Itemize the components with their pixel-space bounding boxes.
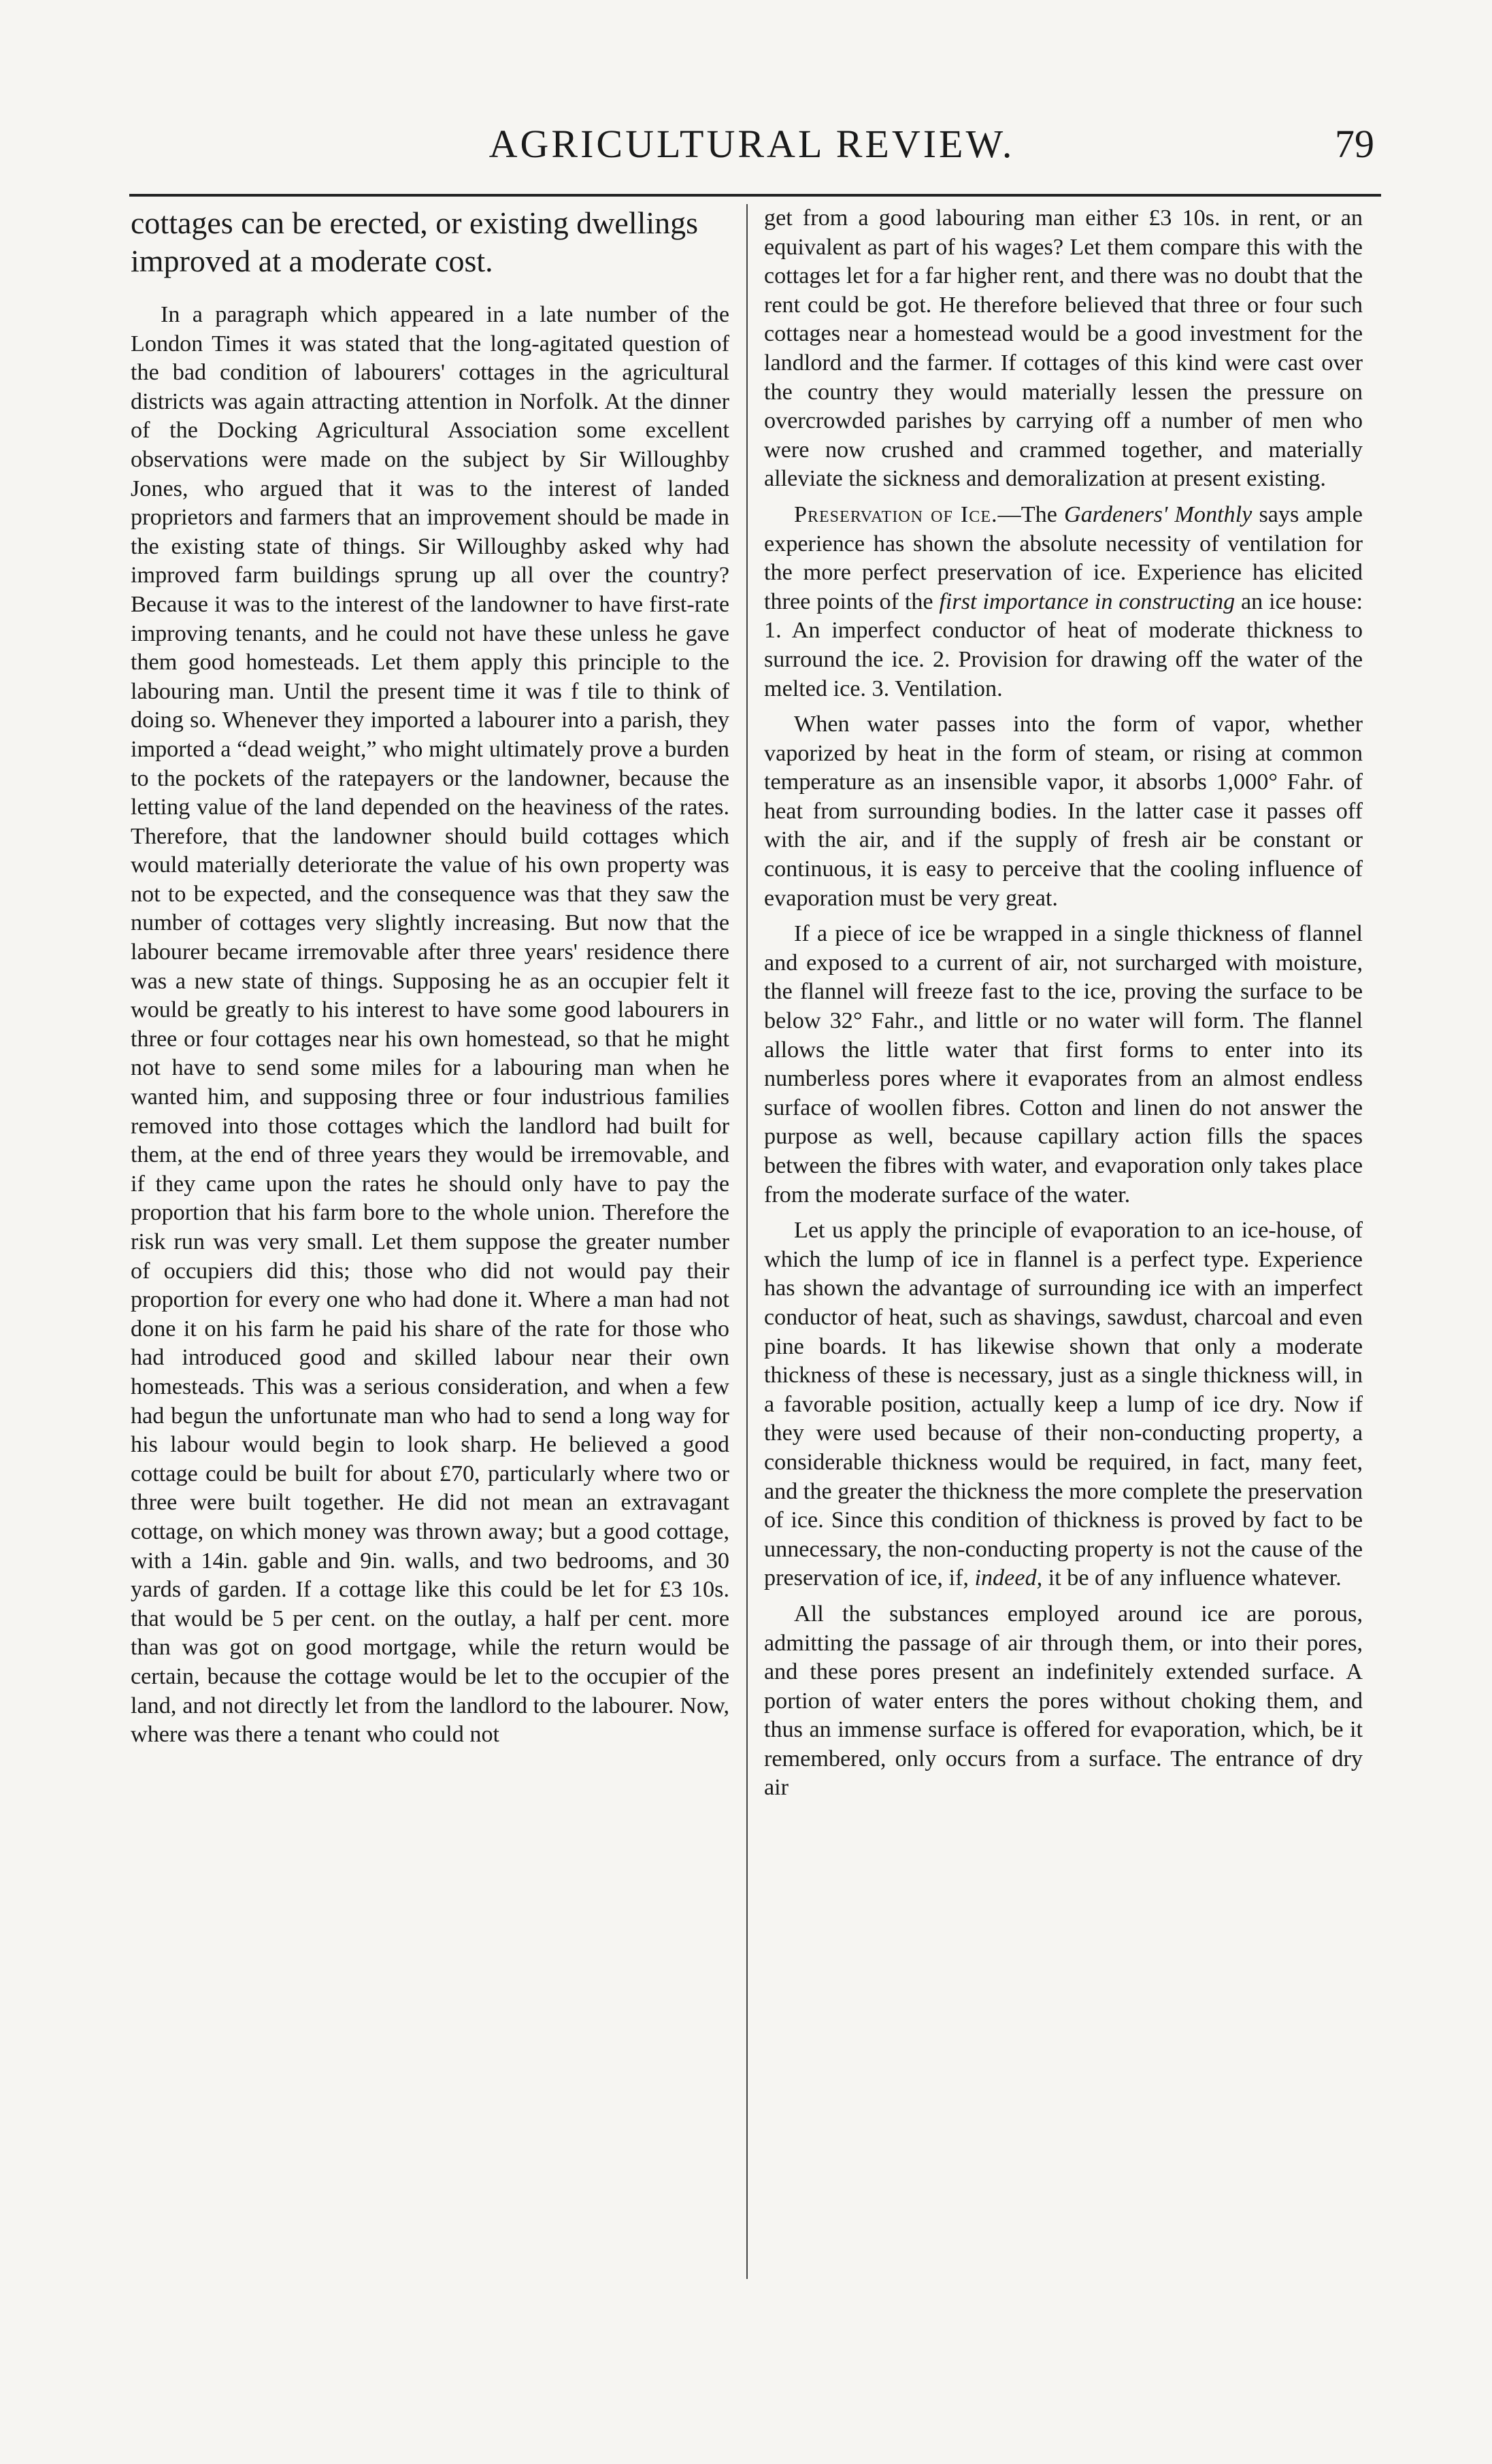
emphasis: indeed, — [974, 1565, 1043, 1591]
ice-preservation-paragraph — [764, 501, 1363, 703]
heading-dash: —The — [997, 501, 1064, 527]
body-paragraph: In a paragraph which appeared in a late number of the London Times it was stated that the long-agitated question of the bad condition of labourers' cottages in the agricultural districts was again attracting attention in Norfolk. At the dinner of the Docking Agricultural Association some excellent observations were made on the subject by Sir Willoughby Jones, who argued that it was to the interest of landed proprietors and farmers that an improvement should be made in the existing state of things. Sir Willoughby asked why had improved farm buildings sprung up all over the country? Because it was to the interest of the landowner to have first-rate improving tenants, and he could not have these unless he gave them good homesteads. Let them apply this principle to the labouring man. Until the present time it was f tile to think of doing so. Whenever they imported a labourer into a parish, they imported a “dead weight,” who might ultimately prove a burden to the pockets of the ratepayers or the landowner, because the letting value of the land depended on the heaviness of the rates. Therefore, that the landowner should build cottages which would materially deteriorate the value of his own property was not to be expected, and the consequence was that they saw the number of cottages very slightly increasing. But now that the labourer became irremovable after three years' residence there was a new state of things. Supposing he as an occupier felt it would be greatly to his interest to have some good labourers in three or four cottages near his own homestead, so that he might not have to send some miles for a labouring man when he wanted him, and supposing three or four industrious families removed into those cottages which the landlord had built for them, at the end of three years they would be irremovable, and if they came upon the rates he should only have to pay the proportion that his farm bore to the whole union. Therefore the risk run was very small. Let them suppose the greater number of occupiers did this; those who did not would pay their proportion for every one who had done it. Where a man had not done it on his farm he paid his share of the rate for those who had introduced good and skilled labour near their own homesteads. This was a serious consideration, and when a few had begun the unfortunate man who had to send a long way for his labour would begin to look sharp. He believed a good cottage could be built for about £70, particularly where two or three were built together. He did not mean an extravagant cottage, on which money was thrown away; but a good cottage, with a 14in. gable and 9in. walls, and two bedrooms, and 30 yards of garden. If a cottage like this could be let for £3 10s. that would be 5 per cent. on the outlay, a half per cent. more than was got on good mortgage, while the return would be certain, because the cottage would be let to the occupier of the land, and not directly let from the landlord to the labourer. Now, where was there a tenant who could not — [131, 302, 729, 1748]
text-run: it be of any influence whatever. — [1042, 1565, 1342, 1591]
emphasis: first importance in constructing — [939, 588, 1236, 614]
section-heading: Preservation of Ice. — [794, 501, 998, 527]
page-header — [122, 121, 1381, 182]
text-run: says ample experience has shown the absolute necessity of ventilation for the more perfect preservation of ice. Experience has elicited three points of the — [764, 501, 1363, 614]
body-paragraph: All the substances employed around ice are porous, admitting the passage of air through them, or into their pores, and these pores present an indefinitely extended surface. A portion of water enters the pores without choking them, and thus an immense surface is offered for evaporation, which, be it remembered, only occurs from a surface. The entrance of dry air — [764, 1601, 1363, 1801]
source-title: Gardeners' Monthly — [1064, 501, 1253, 527]
right-column — [764, 204, 1363, 1810]
lead-paragraph: cottages can be erected, or existing dwellings improved at a moderate cost. — [131, 205, 699, 278]
running-title: AGRICULTURAL REVIEW. — [488, 122, 1015, 166]
column-divider — [746, 204, 748, 2279]
page-number: 79 — [1335, 122, 1374, 166]
body-paragraph: When water passes into the form of vapor, whether vaporized by heat in the form of steam, or rising at common temperature as an insensible vapor, it absorbs 1,000° Fahr. of heat from surrounding bodies. In the latter case it passes off with the air, and if the supply of fresh air be constant or continuous, it is easy to perceive that the cooling influence of evaporation must be very great. — [764, 712, 1363, 911]
continued-paragraph: get from a good labouring man either £3 10s. in rent, or an equivalent as part of his wages? Let them compare this with the cottages let for a far higher rent, and there was no doubt that the rent could be got. He therefore believed that three or four such cottages near a homestead would be a good investment for the landlord and the farmer. If cottages of this kind were cast over the country they would materially lessen the pressure on overcrowded parishes by carrying off a number of men who were now crushed and crammed together, and materially alleviate the sickness and demoralization at present existing. — [764, 205, 1363, 492]
body-paragraph — [764, 1216, 1363, 1593]
left-column — [131, 204, 729, 1757]
text-run: Let us apply the principle of evaporation to an ice-house, of which the lump of ice in flannel is a perfect type. Experience has shown the advantage of surrounding ice with an imperfect conductor of heat, such as shavings, sawdust, charcoal and even pine boards. It has likewise shown that only a moderate thickness of these is necessary, just as a single thickness will, in a favorable position, actually keep a lump of ice dry. Now if they were used because of their non-conducting property, a considerable thickness would be required, in fact, many feet, and the greater the thickness the more complete the preservation of ice. Since this condition of thickness is proved by fact to be unnecessary, the non-conducting property is not the cause of the preservation of ice, if, — [764, 1218, 1363, 1591]
header-rule — [129, 194, 1381, 197]
body-paragraph: If a piece of ice be wrapped in a single thickness of flannel and exposed to a current of air, not surcharged with moisture, the flannel will freeze fast to the ice, proving the surface to be below 32° Fahr., and little or no water will form. The flannel allows the little water that first forms to enter into its numberless pores where it evaporates from an almost endless surface of woollen fibres. Cotton and linen do not answer the purpose as well, because capillary action fills the spaces between the fibres with water, and evaporation only takes place from the moderate surface of the water. — [764, 921, 1363, 1208]
text-run: an ice house: 1. An imperfect conductor of heat of moderate thickness to surround the ice. 2. Provision for drawing off the water of the melted ice. 3. Ventilation. — [764, 588, 1363, 701]
